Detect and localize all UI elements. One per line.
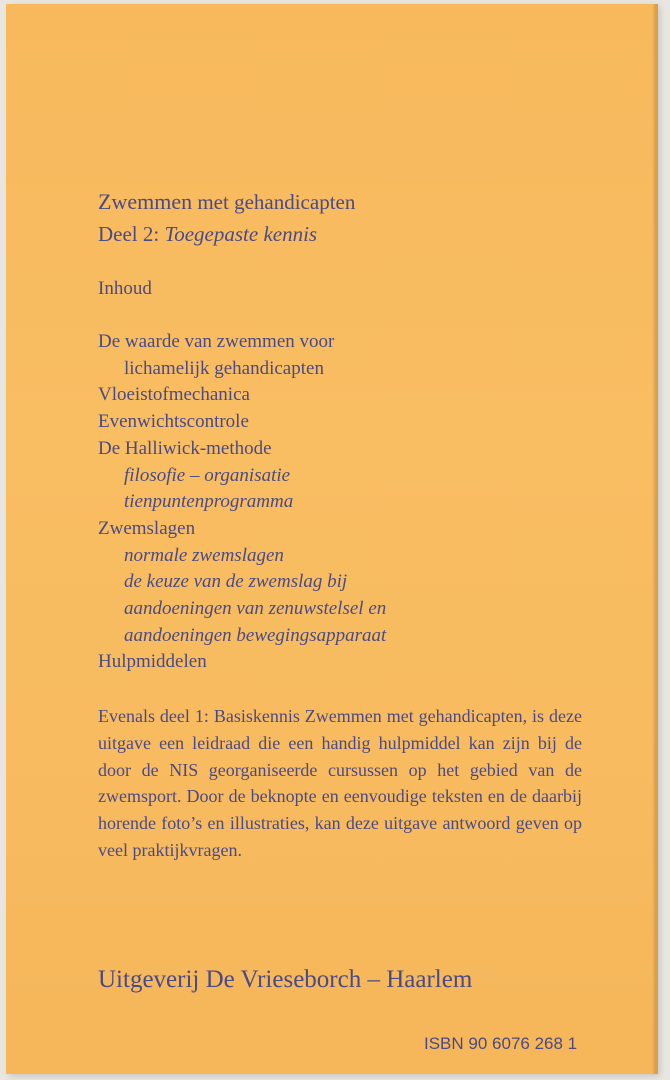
contents-item: aandoeningen bewegingsapparaat <box>124 624 387 646</box>
contents-heading: Inhoud <box>98 278 152 299</box>
title-line <box>98 186 355 218</box>
contents-item: De Halliwick-methode <box>98 437 272 459</box>
isbn-number: ISBN 90 6076 268 1 <box>424 1034 578 1053</box>
subtitle-line <box>98 218 355 250</box>
contents-item: filosofie – organisatie <box>124 464 291 486</box>
book-title <box>98 186 355 250</box>
contents-item: de keuze van de zwemslag bij <box>124 571 348 593</box>
contents-item: lichamelijk gehandicapten <box>124 357 324 379</box>
title-main: Zwemmen <box>98 189 193 214</box>
cover-edge-shadow <box>652 4 656 1074</box>
book-description: Evenals deel 1: Basiskennis Zwemmen met gehandicapten, is deze uitgave een leidraad die een handig hulpmiddel kan zijn bij de door de NIS georganiseerde cursussen op het gebied van de zwemsport. Door de beknopte en eenvoudige teksten en de daarbij horende foto’s en illustraties, kan deze uitgave antwoord geven op veel praktijkvragen. <box>98 706 582 860</box>
contents-item: aandoeningen van zenuwstelsel en <box>124 598 387 620</box>
contents-item: De waarde van zwemmen voor <box>98 331 335 352</box>
contents-item: Evenwichtscontrole <box>98 411 249 433</box>
book-back-cover <box>6 4 656 1074</box>
subtitle-italic: Toegepaste kennis <box>164 222 318 246</box>
contents-item: Hulpmiddelen <box>98 651 207 673</box>
table-of-contents <box>98 329 386 676</box>
subtitle-prefix: Deel 2: <box>98 222 165 246</box>
contents-item: normale zwemslagen <box>124 544 284 566</box>
contents-item: Vloeistofmechanica <box>98 384 250 406</box>
contents-item: tienpuntenprogramma <box>124 491 294 513</box>
title-rest: met gehandicapten <box>192 190 356 214</box>
contents-item: Zwemslagen <box>98 517 196 539</box>
publisher-name: Uitgeverij De Vrieseborch – Haarlem <box>98 966 473 993</box>
